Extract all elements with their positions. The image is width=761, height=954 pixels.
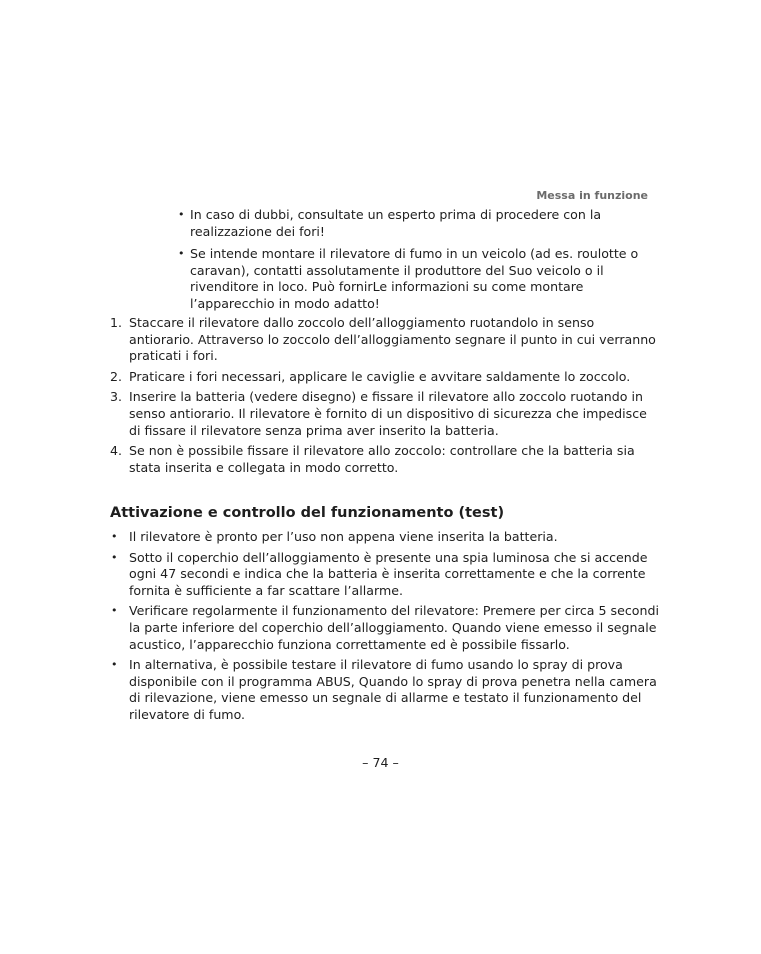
step-text: Staccare il rilevatore dallo zoccolo dell’alloggiamento ruotandolo in senso antiorario. Attraverso lo zoccolo dell’alloggiamento segnare il punto in cui verranno praticati i fori. bbox=[129, 315, 656, 364]
bullet-dot: • bbox=[178, 247, 185, 261]
page-number: – 74 – bbox=[362, 755, 399, 770]
test-bullet-list bbox=[110, 529, 660, 728]
sub-bullet-item bbox=[178, 246, 658, 312]
bullet-dot: • bbox=[178, 208, 185, 221]
bullet-dot: • bbox=[111, 550, 118, 564]
step-item bbox=[110, 443, 660, 476]
step-text: Se non è possibile fissare il rilevatore allo zoccolo: controllare che la batteria sia stata inserita e collegata in modo corretto. bbox=[129, 443, 635, 475]
bullet-item bbox=[110, 657, 660, 723]
section-title: Attivazione e controllo del funzionamento (test) bbox=[110, 505, 505, 521]
step-text: Praticare i fori necessari, applicare le caviglie e avvitare saldamente lo zoccolo. bbox=[129, 368, 631, 384]
bullet-dot: • bbox=[111, 530, 118, 543]
bullet-item bbox=[110, 550, 660, 600]
bullet-dot: • bbox=[111, 658, 118, 672]
step-item bbox=[110, 389, 660, 439]
sub-bullet-list bbox=[178, 207, 658, 319]
bullet-item bbox=[110, 603, 660, 653]
step-number: 2. bbox=[110, 368, 123, 384]
step-number: 4. bbox=[110, 443, 123, 459]
step-text: Inserire la batteria (vedere disegno) e fissare il rilevatore allo zoccolo ruotando in senso antiorario. Il rilevatore è fornito di un dispositivo di sicurezza che impedisce di fissare il rilevatore senza prima aver inserito la batteria. bbox=[129, 389, 647, 438]
step-number: 3. bbox=[110, 389, 123, 405]
step-number: 1. bbox=[110, 315, 123, 330]
installation-steps bbox=[110, 315, 660, 480]
sub-bullet-text: Se intende montare il rilevatore di fumo in un veicolo (ad es. roulotte o caravan), contatti assolutamente il produttore del Suo veicolo o il rivenditore in loco. Può fornirLe informazioni su come montare l’apparecchio in modo adatto! bbox=[190, 246, 639, 311]
sub-bullet-item bbox=[178, 207, 658, 240]
step-item bbox=[110, 369, 660, 386]
bullet-dot: • bbox=[111, 604, 118, 618]
bullet-text: Sotto il coperchio dell’alloggiamento è presente una spia luminosa che si accende ogni 47 secondi e indica che la batteria è inserita correttamente e che la corrente fornita è sufficiente a far scattare l’allarme. bbox=[129, 549, 648, 598]
sub-bullet-text: In caso di dubbi, consultate un esperto prima di procedere con la realizzazione dei fori! bbox=[190, 207, 602, 239]
bullet-item bbox=[110, 529, 660, 546]
bullet-text: In alternativa, è possibile testare il rilevatore di fumo usando lo spray di prova disponibile con il programma ABUS, Quando lo spray di prova penetra nella camera di rilevazione, viene emesso un segnale di allarme e testato il funzionamento del rilevatore di fumo. bbox=[129, 657, 657, 722]
step-item bbox=[110, 315, 660, 365]
bullet-text: Verificare regolarmente il funzionamento del rilevatore: Premere per circa 5 secondi la parte inferiore del coperchio dell’alloggiamento. Quando viene emesso il segnale acustico, l’apparecchio funziona correttamente ed è possibile fissarlo. bbox=[129, 603, 659, 652]
running-header: Messa in funzione bbox=[536, 189, 648, 202]
bullet-text: Il rilevatore è pronto per l’uso non appena viene inserita la batteria. bbox=[129, 529, 558, 544]
